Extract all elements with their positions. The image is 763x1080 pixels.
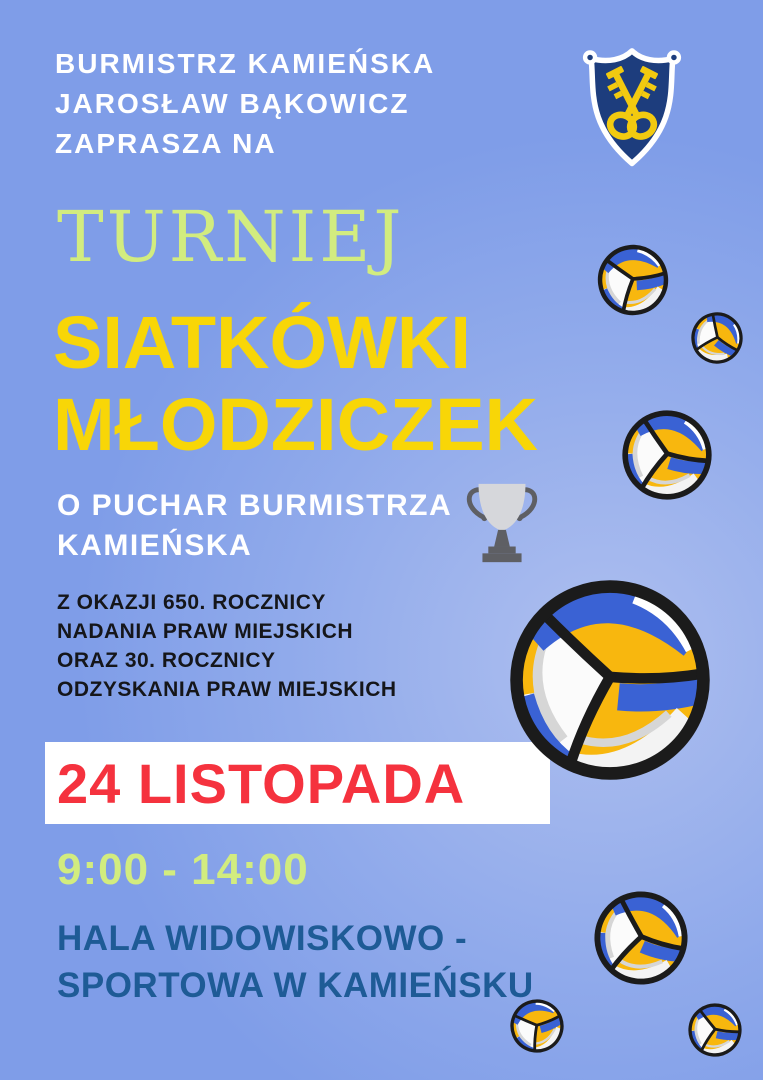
- occasion-line: NADANIA PRAW MIEJSKICH: [57, 620, 354, 643]
- volleyball-icon: [683, 998, 746, 1061]
- venue-line: SPORTOWA W KAMIEŃSKU: [57, 966, 534, 1005]
- date-banner: [45, 742, 550, 824]
- main-title: [53, 302, 538, 466]
- occasion-line: ORAZ 30. ROCZNICY: [57, 649, 276, 672]
- header-line: JAROSŁAW BĄKOWICZ: [55, 88, 410, 119]
- time-range: 9:00 - 14:00: [57, 845, 309, 894]
- header-line: BURMISTRZ KAMIEŃSKA: [55, 48, 436, 79]
- occasion-line: Z OKAZJI 650. ROCZNICY: [57, 591, 326, 614]
- trophy-icon: [458, 476, 546, 574]
- main-title-line: SIATKÓWKI: [53, 301, 471, 384]
- venue-text: [57, 915, 534, 1009]
- volleyball-icon: [611, 399, 722, 510]
- occasion-line: ODZYSKANIA PRAW MIEJSKICH: [57, 678, 397, 701]
- subtitle-line: KAMIEŃSKA: [57, 529, 253, 562]
- volleyball-icon: [505, 575, 715, 785]
- volleyball-icon: [679, 300, 754, 375]
- volleyball-icon: [579, 876, 702, 999]
- main-title-line: MŁODZICZEK: [53, 383, 539, 466]
- date-text: 24 LISTOPADA: [57, 751, 466, 815]
- occasion-text: [57, 588, 397, 704]
- header-invitation-text: [55, 44, 435, 164]
- subtitle-line: O PUCHAR BURMISTRZA: [57, 489, 453, 522]
- coat-of-arms-icon: [576, 42, 688, 170]
- tournament-title: TURNIEJ: [57, 196, 405, 278]
- volleyball-icon: [591, 238, 675, 322]
- header-line: ZAPRASZA NA: [55, 128, 277, 159]
- venue-line: HALA WIDOWISKOWO -: [57, 919, 468, 958]
- subtitle-cup-text: [57, 486, 452, 566]
